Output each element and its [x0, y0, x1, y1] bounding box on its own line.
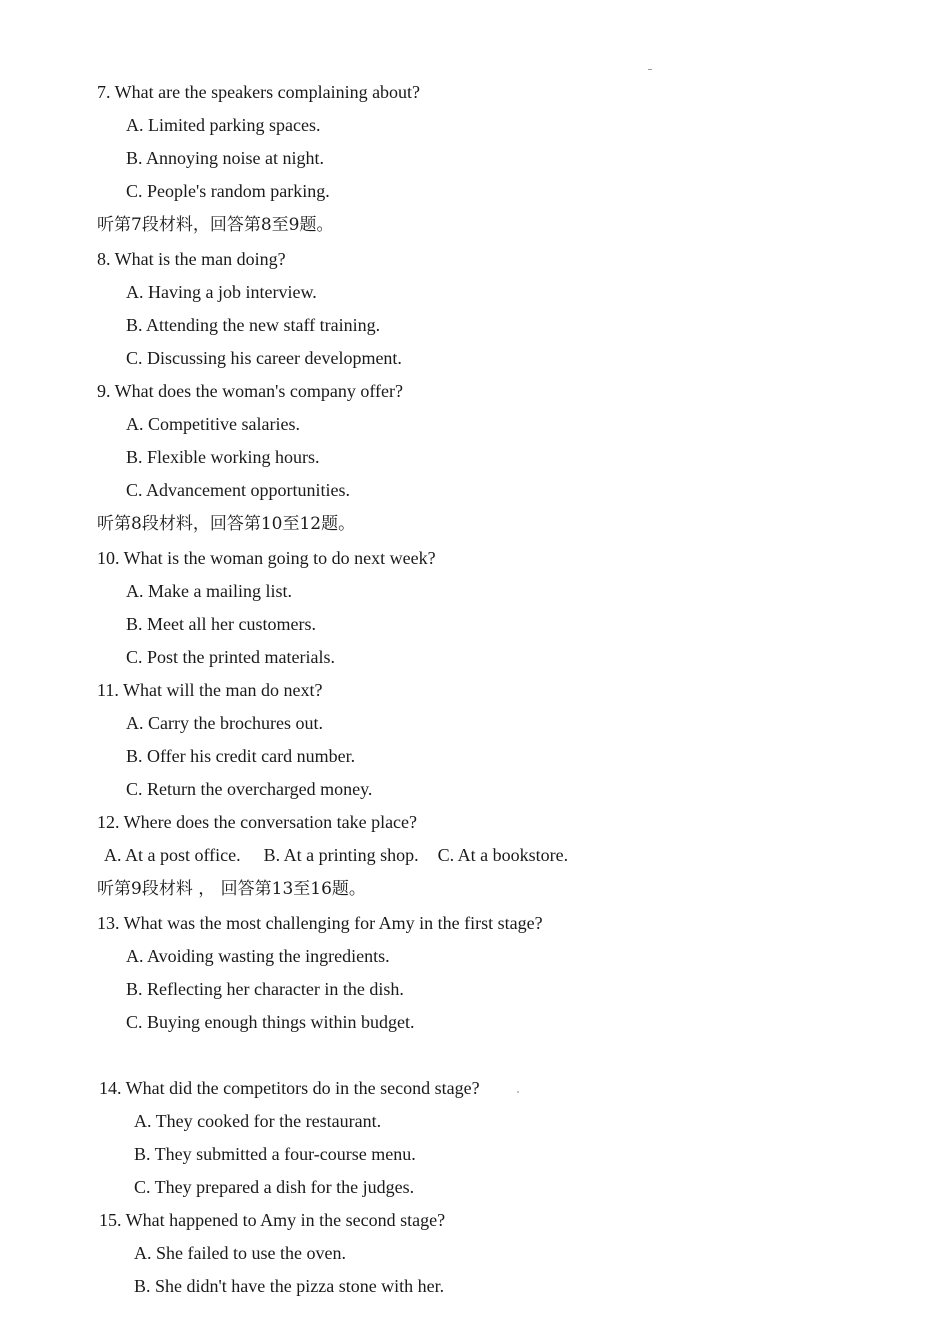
option-8c: C. Discussing his career development. [126, 348, 402, 368]
question-15: 15. What happened to Amy in the second stage? [99, 1210, 446, 1230]
option-9c: C. Advancement opportunities. [126, 480, 350, 500]
option-14c: C. They prepared a dish for the judges. [134, 1177, 415, 1197]
option-11c: C. Return the overcharged money. [126, 779, 373, 799]
option-7b: B. Annoying noise at night. [126, 148, 324, 168]
option-7c: C. People's random parking. [126, 181, 330, 201]
question-10: 10. What is the woman going to do next week? [97, 548, 436, 568]
question-13: 13. What was the most challenging for Amy in the first stage? [97, 913, 543, 933]
option-9a: A. Competitive salaries. [126, 414, 300, 434]
option-14b: B. They submitted a four-course menu. [134, 1144, 416, 1164]
section-instruction-8: 听第8段材料，回答第10至12题。 [97, 514, 356, 534]
question-12: 12. Where does the conversation take place? [97, 812, 418, 832]
option-10a: A. Make a mailing list. [126, 581, 292, 601]
stray-mark [648, 69, 652, 70]
question-8: 8. What is the man doing? [97, 249, 286, 269]
option-12c: C. At a bookstore. [437, 845, 569, 865]
option-10b: B. Meet all her customers. [126, 614, 316, 634]
option-13c: C. Buying enough things within budget. [126, 1012, 415, 1032]
option-13b: B. Reflecting her character in the dish. [126, 979, 404, 999]
section-instruction-7: 听第7段材料，回答第8至9题。 [97, 215, 334, 235]
option-12a: A. At a post office. [104, 845, 241, 865]
option-8b: B. Attending the new staff training. [126, 315, 381, 335]
option-15a: A. She failed to use the oven. [134, 1243, 346, 1263]
option-14a: A. They cooked for the restaurant. [134, 1111, 382, 1131]
options-12-row [104, 843, 568, 867]
option-10c: C. Post the printed materials. [126, 647, 335, 667]
option-8a: A. Having a job interview. [126, 282, 317, 302]
section-instruction-9: 听第9段材料 ， 回答第13至16题。 [97, 879, 366, 899]
question-7: 7. What are the speakers complaining about? [97, 82, 421, 102]
option-12b: B. At a printing shop. [263, 845, 419, 865]
stray-mark [517, 1091, 519, 1093]
option-7a: A. Limited parking spaces. [126, 115, 321, 135]
option-11a: A. Carry the brochures out. [126, 713, 323, 733]
question-11: 11. What will the man do next? [97, 680, 323, 700]
option-13a: A. Avoiding wasting the ingredients. [126, 946, 390, 966]
question-14: 14. What did the competitors do in the second stage? [99, 1078, 480, 1098]
option-9b: B. Flexible working hours. [126, 447, 320, 467]
question-9: 9. What does the woman's company offer? [97, 381, 403, 401]
option-15b: B. She didn't have the pizza stone with her. [134, 1276, 445, 1296]
option-11b: B. Offer his credit card number. [126, 746, 356, 766]
